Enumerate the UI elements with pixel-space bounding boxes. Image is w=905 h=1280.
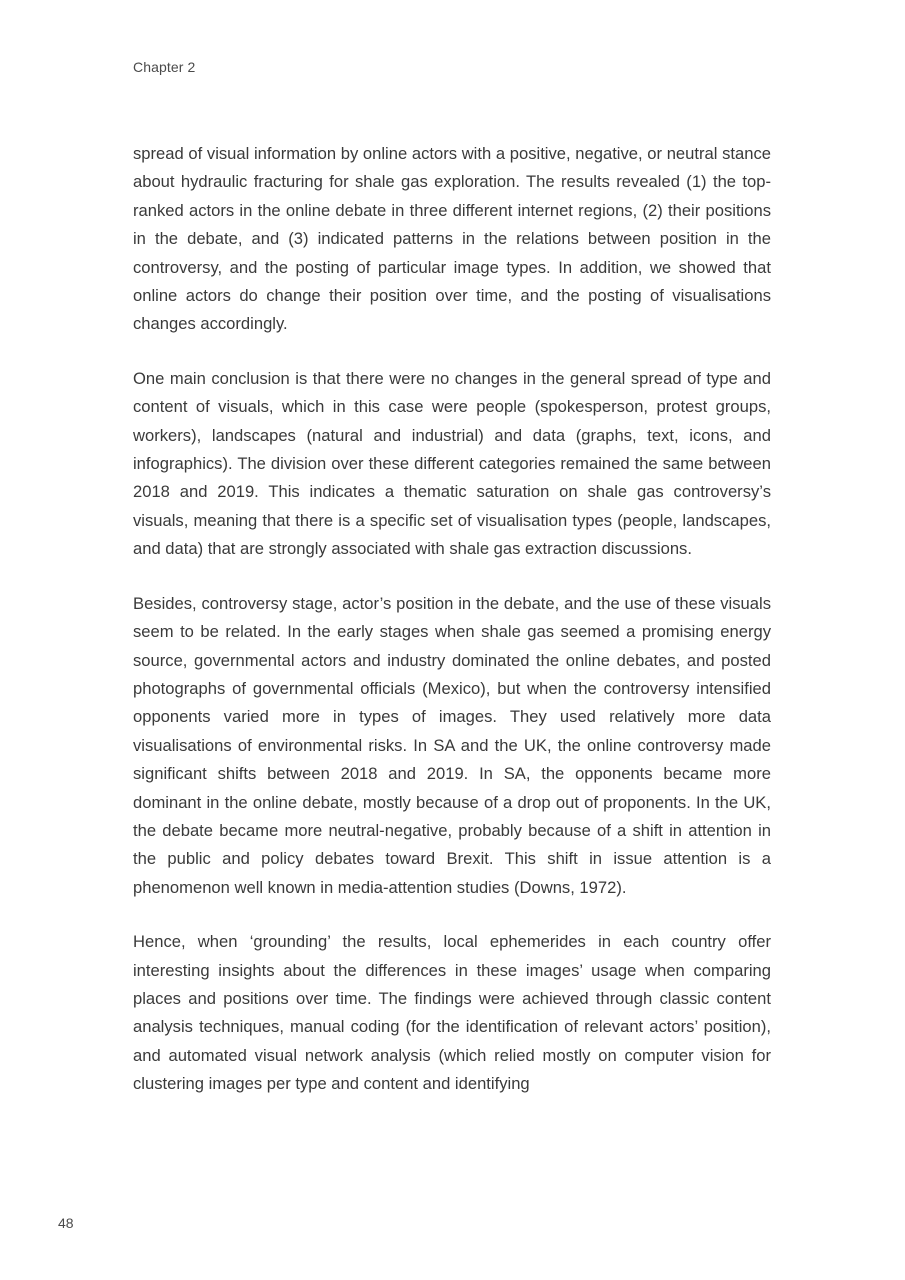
- paragraph-1: spread of visual information by online actors with a positive, negative, or neutral stance about hydraulic fracturing for shale gas exploration. The results revealed (1) the top-ranked actors in the online debate in three different internet regions, (2) their positions in the debate, and (3) indicated patterns in the relations between position in the controversy, and the posting of particular image types. In addition, we showed that online actors do change their position over time, and the posting of visualisations changes accordingly.: [133, 144, 771, 334]
- paragraph-2: One main conclusion is that there were no changes in the general spread of type and content of visuals, which in this case were people (spokesperson, protest groups, workers), landscapes (natural and industrial) and data (graphs, text, icons, and infographics). The division over these different categories remained the same between 2018 and 2019. This indicates a thematic saturation on shale gas controversy’s visuals, meaning that there is a specific set of visualisation types (people, landscapes, and data) that are strongly associated with shale gas extraction discussions.: [133, 368, 771, 559]
- paragraph-3: Besides, controversy stage, actor’s position in the debate, and the use of these visuals seem to be related. In the early stages when shale gas seemed a promising energy source, governmental actors and industry dominated the online debates, and posted photographs of governmental officials (Mexico), but when the controversy intensified opponents varied more in types of images. They used relatively more data visualisations of environmental risks. In SA and the UK, the online controversy made significant shifts between 2018 and 2019. In SA, the opponents became more dominant in the online debate, mostly because of a drop out of proponents. In the UK, the debate became more neutral-negative, probably because of a shift in attention in the public and policy debates toward Brexit. This shift in issue attention is a phenomenon well known in media-attention studies (Downs, 1972).: [133, 593, 771, 897]
- body-text: [133, 140, 771, 1125]
- page-number: 48: [58, 1215, 74, 1231]
- paragraph-4: Hence, when ‘grounding’ the results, local ephemerides in each country offer interesting insights about the differences in these images’ usage when comparing places and positions over time. The findings were achieved through classic content analysis techniques, manual coding (for the identification of relevant actors’ position), and automated visual network analysis (which relied mostly on computer vision for clustering images per type and content and identifying: [133, 932, 771, 1094]
- running-header: Chapter 2: [133, 59, 196, 75]
